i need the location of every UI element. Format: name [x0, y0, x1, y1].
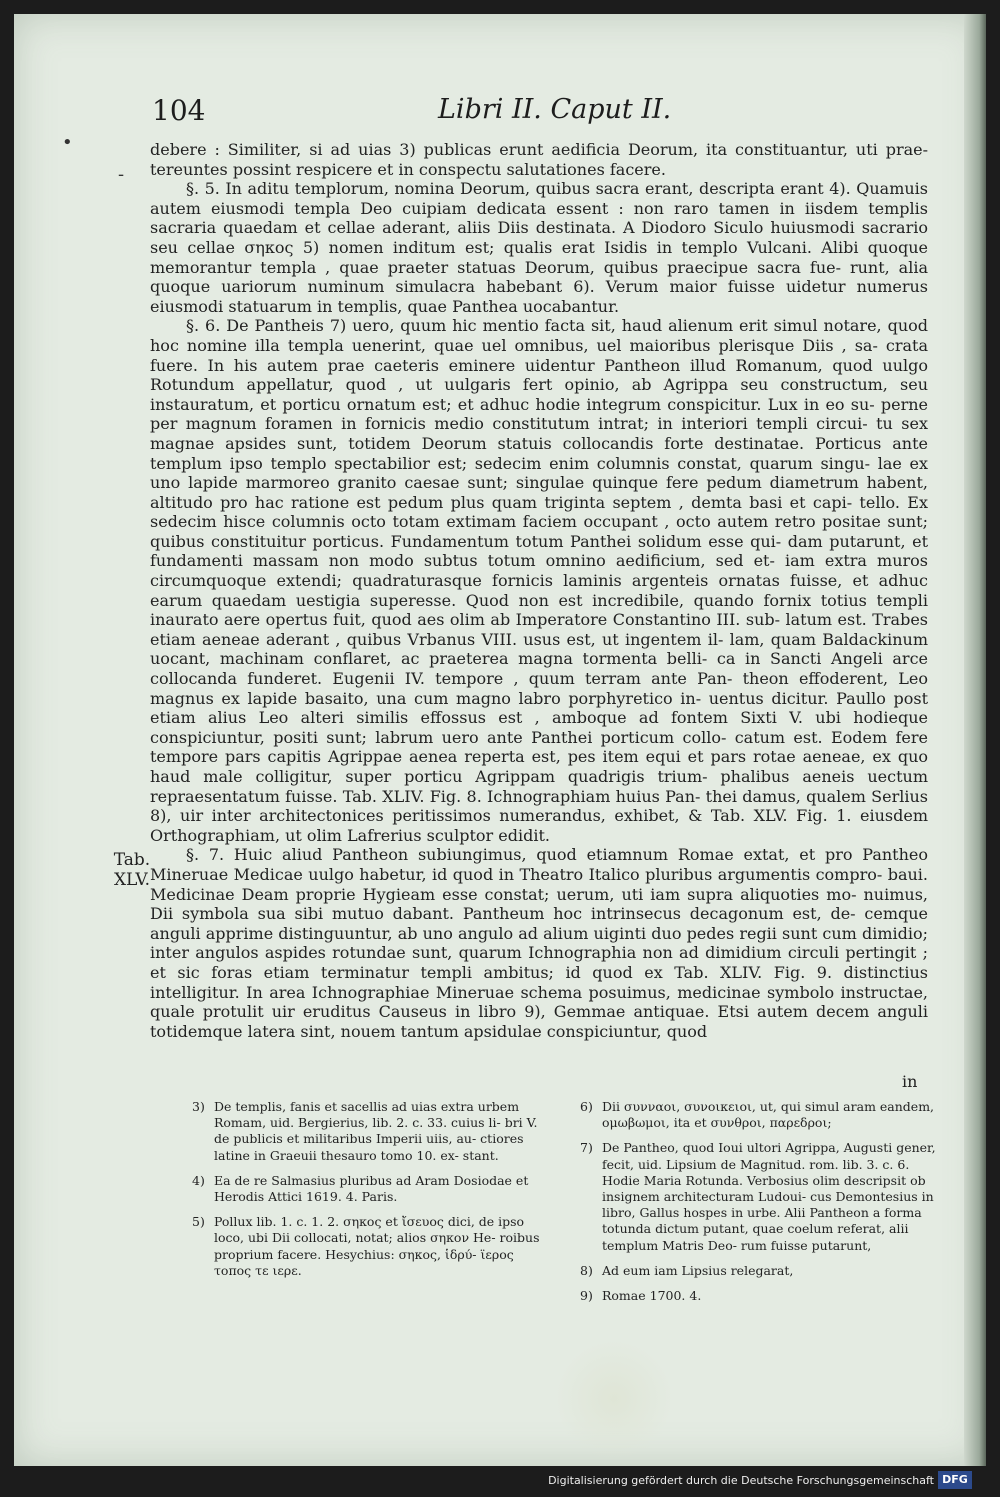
footnote: [580, 1140, 940, 1253]
paper-stain: [554, 1339, 674, 1459]
footnote-text: Ea de re Salmasius pluribus ad Aram Dosiodae et Herodis Attici 1619. 4. Paris.: [214, 1172, 529, 1205]
margin-note-tab: [102, 850, 162, 890]
margin-note-line: Tab.: [113, 850, 151, 870]
footnote-text: Pollux lib. 1. c. 1. 2. σηκος et ἴσευος dici, de ipso loco, ubi Dii collocati, notat; alios σηκον He- roibus proprium facere. Hesychius: σηκος, ἱδρύ- ϊερος τοπος τε ιερε.: [214, 1214, 540, 1278]
margin-note-line: XLV.: [113, 870, 151, 890]
footnote: [192, 1173, 552, 1205]
footnote-number: 4): [192, 1172, 205, 1188]
footnotes-right: [580, 1099, 940, 1313]
paragraph: §. 7. Huic aliud Pantheon subiungimus, quod etiamnum Romae extat, et pro Pantheo Mineruae Medicae uulgo habetur, id quod in Theatro Italico pluribus argumentis compro- baui. Medicinae Deam proprie Hygieam esse constat; uerum, uti iam supra aliquoties mo- nuimus, Dii symbola sua sibi mutuo dabant. Pantheum hoc intrinsecus decagonum est, de- cemque anguli apprime distinguuntur, ab uno angulo ad alium uiginti duo pedes regii sunt cum dimidio; inter angulos aspides rotundae sunt, quarum Ichnographia non ad dimidium circuli pertingit ; et sic foras etiam terminatur templi ambitus; id quod ex Tab. XLIV. Fig. 9. distinctius intelligitur. In area Ichnographiae Mineruae schema posuimus, medicinae symbolo instructae, quale protulit uir eruditus Causeus in libro 9), Gemmae antiquae. Etsi autem decem anguli totidemque latera sint, nouem tantum apsidulae conspiciuntur, quod: [150, 845, 928, 1041]
footnote-number: 7): [580, 1140, 593, 1156]
footnote-number: 5): [192, 1214, 205, 1230]
footnote: [580, 1288, 940, 1304]
footnotes-left: [192, 1099, 552, 1288]
footnote: [192, 1099, 552, 1164]
footnote: [192, 1214, 552, 1279]
page-number: 104: [152, 94, 206, 127]
footnote-text: De Pantheo, quod Ioui ultori Agrippa, Augusti gener, fecit, uid. Lipsium de Magnitud. rom. lib. 3. c. 6. Hodie Maria Rotunda. Verbosius olim descripsit ob insignem architecturam Ludoui- cus Demontesius in libro, Gallus hospes in urbe. Alii Pantheon a forma totunda dictum putant, quae coelum referat, alii templum Matris Deo- rum fuisse putarunt,: [602, 1140, 936, 1253]
footnote-number: 6): [580, 1099, 593, 1114]
footer-bar: [14, 1466, 986, 1497]
paragraph: debere : Similiter, si ad uias 3) publicas erunt aedificia Deorum, ita constituantur, uti prae- tereuntes possint respicere et in conspectu salutationes facere.: [150, 140, 928, 179]
footnote-text: Romae 1700. 4.: [602, 1288, 702, 1304]
footnote-number: 9): [580, 1288, 593, 1304]
paragraph: §. 6. De Pantheis 7) uero, quum hic mentio facta sit, haud alienum erit simul notare, quod hoc nomine illa templa uenerint, quae uel omnibus, uel maioribus plerisque Diis , sa- crata fuere. In his autem prae caeteris eminere uidentur Pantheon illud Romanum, quod uulgo Rotundum appellatur, quod , ut uulgaris fert opinio, ab Agrippa seu constructum, seu instauratum, et porticu ornatum est; et adhuc hodie integrum conspicitur. Lux in eo su- perne per magnum foramen in fornicis medio constitutum intrat; in interiori templi circui- tu sex magnae apsides sunt, totidem Deorum statuis collocandis forte destinatae. Porticus ante templum ipso templo spectabilior est; sedecim enim columnis constat, quarum singu- lae ex uno lapide marmoreo granito caesae sunt; singulae quinque fere pedum diametrum habent, altitudo pro hac ratione est pedum plus quam triginta septem , demta basi et capi- tello. Ex sedecim hisce columnis octo totam extimam faciem occupant , octo autem retro positae sunt; quibus constituitur porticus. Fundamentum totum Panthei solidum esse qui- dam putarunt, et fundamenti massam non modo subtus totum omnino aedificium, sed et- iam extra muros circumquoque extendi; quadraturasque fornicis laminis argenteis ornatas fuisse, et adhuc earum quaedam uestigia superesse. Quod non est incredibile, quando fornix totius templi inaurato aere opertus fuit, quod aes olim ab Imperatore Constantino III. sub- latum est. Trabes etiam aeneae aderant , quibus Vrbanus VIII. usus est, ut ingentem il- lam, quam Baldackinum uocant, machinam conflaret, ac praeterea magna tormenta belli- ca in Sancti Angeli arce collocanda funderet. Eugenii IV. tempore , quum terram ante Pan- theon effoderent, Leo magnus ex lapide basaito, una cum magno labro porphyretico in- uentus dicitur. Paullo post etiam alius Leo alteri similis effossus est , amboque ad fontem Sixti V. ubi hodieque conspiciuntur, positi sunt; labrum uero ante Panthei porticum collo- catum est. Eodem fere tempore pars capitis Agrippae aenea reperta est, pes item equi et pars rotae aeneae, ex quo haud male colligitur, super porticu Agrippam quadrigis trium- phalibus aeneis uectum repraesentatum fuisse. Tab. XLIV. Fig. 8. Ichnographiam huius Pan- thei damus, qualem Serlius 8), uir inter architectonices peritissimos numerandus, exhibet, & Tab. XLV. Fig. 1. eiusdem Orthographiam, ut olim Lafrerius sculptor edidit.: [150, 316, 928, 845]
footnote-number: 3): [192, 1099, 205, 1114]
page-spine-edge: [964, 14, 986, 1466]
dfg-logo: DFG: [938, 1471, 972, 1489]
catchword: in: [902, 1072, 918, 1091]
margin-mark: •: [62, 132, 73, 153]
footnote: [580, 1263, 940, 1279]
page-header: [152, 94, 932, 134]
margin-mark: -: [118, 164, 125, 185]
running-title: Libri II. Caput II.: [438, 94, 672, 125]
main-text: [150, 140, 928, 1041]
footnote-text: Dii συνναοι, συνοικειοι, ut, qui simul aram eandem, ομωβωμοι, ita et συνθροι, παρεδροι;: [602, 1099, 935, 1131]
book-page: [14, 14, 986, 1466]
footnote-text: Ad eum iam Lipsius relegarat,: [602, 1262, 794, 1278]
footnote: [580, 1099, 940, 1131]
footnote-text: De templis, fanis et sacellis ad uias extra urbem Romam, uid. Bergierius, lib. 2. c. 33. cuius li- bri V. de publicis et militaribus Imperii uiis, au- ctiores latine in Graeuii thesauro tomo 10. ex- stant.: [214, 1099, 538, 1163]
footnote-number: 8): [580, 1262, 593, 1278]
funding-credit: Digitalisierung gefördert durch die Deutsche Forschungsgemeinschaft: [548, 1474, 934, 1487]
paragraph: §. 5. In aditu templorum, nomina Deorum, quibus sacra erant, descripta erant 4). Quamuis autem eiusmodi templa Deo cuipiam dedicata essent : non raro tamen in iisdem templis sacraria quaedam et cellae aderant, aliis Diis destinata. A Diodoro Siculo huiusmodi sacrario seu cellae σηκος 5) nomen inditum est; qualis erat Isidis in templo Vulcani. Alibi quoque memorantur templa , quae praeter statuas Deorum, quibus praecipue sacra fue- runt, alia quoque uariorum numinum simulacra habebant 6). Verum maior fuisse uidetur numerus eiusmodi statuarum in templis, quae Panthea uocabantur.: [150, 179, 928, 316]
